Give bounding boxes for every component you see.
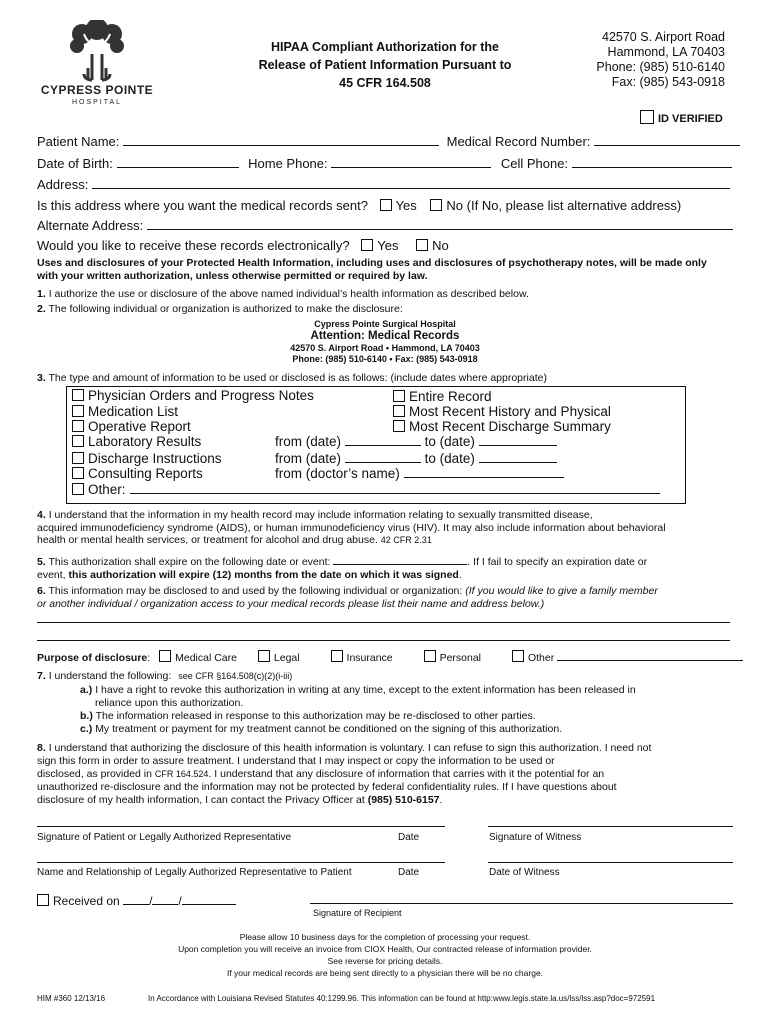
- purpose-legal-label: Legal: [273, 652, 300, 664]
- item-5: 5. This authorization shall expire on the following date or event: . If I fail to specify an expiration date or event, this authorization will expire (12) months from the date on which it was signed.: [37, 553, 647, 582]
- representative-name-label: Name and Relationship of Legally Authorized Representative to Patient: [37, 867, 352, 878]
- purpose-row: Purpose of disclosure: Medical Care Legal Insurance Personal Other: [37, 649, 743, 664]
- logo-subtitle: HOSPITAL: [71, 99, 123, 106]
- received-on-label: Received on: [53, 894, 120, 908]
- item-8-line-3b: . I understand that any disclosure of information that carries with it the potential for an: [208, 768, 605, 780]
- item-7a-line-2: reliance upon this authorization.: [95, 697, 244, 709]
- patient-name-field[interactable]: [123, 134, 439, 146]
- item-8-cfr: CFR 164.524: [154, 769, 209, 779]
- witness-date-line[interactable]: [488, 862, 733, 863]
- address-fax: Fax: (985) 543-0918: [611, 75, 725, 89]
- title-line-2: Release of Patient Information Pursuant to: [258, 58, 512, 72]
- electronic-yes-checkbox[interactable]: [361, 239, 373, 251]
- home-phone-field[interactable]: [331, 156, 491, 168]
- form-title: [230, 38, 540, 92]
- item-4: [37, 509, 666, 547]
- item-8-line-4: unauthorized re-disclosure and the information may not be protected by federal confidentiality rules. If I have questions about: [37, 781, 617, 793]
- id-verified-checkbox[interactable]: [640, 110, 654, 124]
- footer-note-1: Please allow 10 business days for the completion of processing your request.: [239, 932, 531, 942]
- other-field[interactable]: [130, 482, 660, 494]
- mrn-field[interactable]: [594, 134, 740, 146]
- doctor-name-field[interactable]: [404, 466, 564, 478]
- address-city: Hammond, LA 70403: [607, 45, 725, 59]
- mrn-label: Medical Record Number:: [446, 134, 591, 149]
- recipient-signature-label: Signature of Recipient: [313, 908, 402, 918]
- address-field[interactable]: [92, 177, 730, 189]
- expiration-field[interactable]: [333, 553, 467, 565]
- purpose-insurance-label: Insurance: [346, 652, 393, 664]
- item-4-line-2: acquired immunodeficiency syndrome (AIDS), or human immunodeficiency virus (HIV). It may also include information about behavioral: [37, 521, 666, 534]
- patient-signature-line[interactable]: [37, 826, 445, 827]
- item-8-line-1: I understand that authorizing the disclosure of this health information is voluntary. I can refuse to sign this authorization. I need not: [48, 742, 652, 754]
- date-label-2: Date: [398, 867, 420, 878]
- alt-address-field[interactable]: [147, 218, 733, 230]
- title-line-1: HIPAA Compliant Authorization for the: [271, 40, 499, 54]
- item-8-line-5a: disclosure of my health information, I can contact the Privacy Officer at: [37, 794, 365, 806]
- operative-report-checkbox[interactable]: [72, 420, 84, 432]
- option-recent-discharge: [393, 419, 611, 434]
- org-phone: Phone: (985) 510-6140 • Fax: (985) 543-0918: [292, 354, 478, 364]
- item-7-text: I understand the following:: [48, 670, 172, 682]
- item-8-line-3a: disclosed, as provided in: [37, 768, 152, 780]
- electronic-row: [37, 238, 449, 253]
- electronic-no-label: No: [432, 238, 449, 253]
- address-no-label: No (If No, please list alternative address): [446, 198, 682, 213]
- org-address: 42570 S. Airport Road • Hammond, LA 70403: [290, 343, 480, 353]
- form-id: HIM #360 12/13/16: [37, 994, 106, 1003]
- item-7b-label: b.): [80, 710, 93, 722]
- date-range-2: [275, 451, 557, 466]
- item-4-line-3: health or mental health services, or treatment for alcohol and drug abuse.: [37, 534, 378, 546]
- purpose-medical-checkbox[interactable]: [159, 650, 171, 662]
- item-5-number: 5.: [37, 556, 46, 568]
- org-attention: Attention: Medical Records: [310, 330, 460, 342]
- item-6-text-a: This information may be disclosed to and used by the following individual or organization:: [48, 585, 463, 597]
- item-5-text-c: event,: [37, 569, 66, 581]
- logo-wordmark: CYPRESS POINTE: [40, 83, 154, 97]
- hospital-address: [560, 30, 725, 90]
- footer-note-2: Upon completion you will receive an invoice from CIOX Health, Our contracted release of information provider.: [178, 944, 592, 954]
- option-consulting-reports: [72, 466, 203, 481]
- item-6-number: 6.: [37, 585, 46, 597]
- disclosing-organization: [200, 319, 570, 365]
- item-5-text-d: this authorization will expire (12) months from the date on which it was signed: [68, 569, 459, 581]
- received-on-row: Received on / /: [37, 893, 236, 908]
- to-date-field-2[interactable]: [479, 451, 557, 463]
- recipient-signature-line[interactable]: [310, 903, 733, 904]
- option-medication-list: [72, 404, 178, 419]
- address-no-checkbox[interactable]: [430, 199, 442, 211]
- uses-notice-line-2: with your written authorization, unless otherwise permitted or required by law.: [37, 270, 428, 282]
- item-7c-label: c.): [80, 723, 93, 735]
- from-doctor-label: from (doctor’s name): [275, 466, 400, 481]
- cell-phone-field[interactable]: [572, 156, 732, 168]
- patient-signature-label: Signature of Patient or Legally Authorized Representative: [37, 832, 292, 843]
- item-3-number: 3.: [37, 372, 46, 384]
- option-other: [72, 482, 660, 497]
- recipient-line-1[interactable]: [37, 622, 730, 623]
- item-4-cfr: 42 CFR 2.31: [380, 535, 432, 545]
- other-checkbox[interactable]: [72, 483, 84, 495]
- item-3-text: The type and amount of information to be used or disclosed is as follows: (include dates where appropriate): [48, 372, 547, 384]
- received-year-field[interactable]: [182, 893, 236, 905]
- from-date-field-2[interactable]: [345, 451, 421, 463]
- lab-results-label: Laboratory Results: [88, 434, 202, 449]
- electronic-yes-label: Yes: [377, 238, 399, 253]
- item-7-number: 7.: [37, 670, 46, 682]
- item-2: [37, 303, 403, 315]
- address-yes-checkbox[interactable]: [380, 199, 392, 211]
- option-physician-orders: [72, 388, 314, 403]
- consulting-reports-checkbox[interactable]: [72, 467, 84, 479]
- recent-discharge-checkbox[interactable]: [393, 420, 405, 432]
- item-5-text-a: This authorization shall expire on the following date or event:: [48, 556, 331, 568]
- dob-row: [37, 156, 732, 171]
- recipient-line-2[interactable]: [37, 640, 730, 641]
- purpose-legal-checkbox[interactable]: [258, 650, 270, 662]
- medication-list-checkbox[interactable]: [72, 405, 84, 417]
- id-verified: [640, 110, 723, 125]
- discharge-instructions-checkbox[interactable]: [72, 452, 84, 464]
- option-lab-results: [72, 434, 201, 449]
- purpose-personal-label: Personal: [439, 652, 482, 664]
- date-range-1: [275, 434, 557, 449]
- from-date-label-2: from (date): [275, 451, 342, 466]
- item-7: [37, 670, 292, 682]
- item-6: [37, 585, 658, 611]
- purpose-other-field[interactable]: [557, 649, 743, 661]
- item-4-number: 4.: [37, 509, 46, 521]
- address-question-row: [37, 198, 681, 213]
- item-3: [37, 372, 547, 384]
- item-1: [37, 288, 529, 300]
- alt-address-label: Alternate Address:: [37, 218, 144, 233]
- purpose-medical-label: Medical Care: [175, 652, 237, 664]
- lab-results-checkbox[interactable]: [72, 435, 84, 447]
- option-recent-history: [393, 404, 611, 419]
- received-day-field[interactable]: [152, 893, 178, 905]
- item-2-text: The following individual or organization is authorized to make the disclosure:: [48, 303, 403, 315]
- address-phone: Phone: (985) 510-6140: [596, 60, 725, 74]
- item-6-text-b: (If you would like to give a family member: [465, 585, 658, 597]
- to-date-field-1[interactable]: [479, 434, 557, 446]
- recent-history-label: Most Recent History and Physical: [409, 404, 611, 419]
- dob-field[interactable]: [117, 156, 239, 168]
- cell-phone-label: Cell Phone:: [500, 156, 569, 171]
- witness-signature-label: Signature of Witness: [489, 832, 582, 843]
- date-label-1: Date: [398, 832, 420, 843]
- option-discharge-instructions: [72, 451, 222, 466]
- recent-discharge-label: Most Recent Discharge Summary: [409, 419, 611, 434]
- item-8-line-2: sign this form in order to assure treatment. I understand that I may inspect or copy the information to be used or: [37, 755, 555, 767]
- from-date-field-1[interactable]: [345, 434, 421, 446]
- item-8-period: .: [439, 794, 443, 806]
- address-question: Is this address where you want the medical records sent?: [37, 198, 368, 213]
- item-7-list: [80, 684, 636, 736]
- other-label: Other:: [88, 482, 126, 497]
- item-6-text-c: or another individual / organization access to your medical records please list their name and address below.): [37, 598, 545, 610]
- item-8-number: 8.: [37, 742, 46, 754]
- option-operative-report: [72, 419, 191, 434]
- item-7b-text: The information released in response to this authorization may be re-disclosed to other parties.: [95, 710, 536, 722]
- uses-notice: [37, 257, 707, 283]
- option-entire-record: [393, 389, 492, 404]
- witness-signature-line[interactable]: [488, 826, 733, 827]
- hospital-logo: [62, 20, 132, 82]
- medication-list-label: Medication List: [88, 404, 179, 419]
- patient-name-row: [37, 134, 740, 149]
- item-1-text: I authorize the use or disclosure of the above named individual’s health information as described below.: [48, 288, 529, 300]
- title-line-3: 45 CFR 164.508: [339, 76, 431, 90]
- entire-record-label: Entire Record: [409, 389, 492, 404]
- home-phone-label: Home Phone:: [248, 156, 328, 171]
- statute-note: In Accordance with Louisiana Revised Statutes 40:1299.96. This information can be found at http:www.legis.state.la.us/lss/lss.asp?doc=972591: [148, 994, 656, 1003]
- witness-date-label: Date of Witness: [489, 867, 560, 878]
- alt-address-row: [37, 218, 733, 233]
- received-month-field[interactable]: [123, 893, 149, 905]
- from-date-label-1: from (date): [275, 434, 342, 449]
- uses-notice-line-1: Uses and disclosures of your Protected Health Information, including uses and disclosures of psychotherapy notes, will be made only: [37, 257, 707, 269]
- to-date-label-1: to (date): [424, 434, 475, 449]
- purpose-label: Purpose of disclosure: [37, 652, 148, 664]
- privacy-officer-phone: (985) 510-6157: [367, 794, 440, 806]
- physician-orders-label: Physician Orders and Progress Notes: [88, 388, 314, 403]
- address-street: 42570 S. Airport Road: [602, 30, 725, 44]
- electronic-question: Would you like to receive these records electronically?: [37, 238, 350, 253]
- item-2-number: 2.: [37, 303, 46, 315]
- item-7c-text: My treatment or payment for my treatment cannot be conditioned on the signing of this authorization.: [95, 723, 563, 735]
- address-row: [37, 177, 730, 192]
- recent-history-checkbox[interactable]: [393, 405, 405, 417]
- received-checkbox[interactable]: [37, 894, 49, 906]
- item-5-text-b: . If I fail to specify an expiration date or: [467, 556, 648, 568]
- footer-note-3: See reverse for pricing details.: [327, 956, 443, 966]
- item-7-cfr: see CFR §164.508(c)(2)(i-iii): [178, 671, 293, 681]
- item-1-number: 1.: [37, 288, 46, 300]
- purpose-insurance-checkbox[interactable]: [331, 650, 343, 662]
- operative-report-label: Operative Report: [88, 419, 191, 434]
- entire-record-checkbox[interactable]: [393, 390, 405, 402]
- item-7a-line-1: I have a right to revoke this authorization in writing at any time, except to the extent information has been released in: [95, 684, 636, 696]
- electronic-no-checkbox[interactable]: [416, 239, 428, 251]
- address-yes-label: Yes: [395, 198, 417, 213]
- footer-notes: [120, 931, 650, 979]
- tree-logo-icon: [62, 20, 132, 82]
- discharge-instructions-label: Discharge Instructions: [88, 451, 222, 466]
- doctor-row: [275, 466, 564, 481]
- footer-note-4: If your medical records are being sent directly to a physician there will be no charge.: [226, 968, 544, 978]
- patient-name-label: Patient Name:: [37, 134, 120, 149]
- purpose-personal-checkbox[interactable]: [424, 650, 436, 662]
- dob-label: Date of Birth:: [37, 156, 113, 171]
- purpose-other-checkbox[interactable]: [512, 650, 524, 662]
- to-date-label-2: to (date): [424, 451, 475, 466]
- purpose-other-label: Other: [527, 652, 555, 664]
- item-4-line-1: I understand that the information in my health record may include information relating to sexually transmitted disease,: [48, 509, 593, 521]
- consulting-reports-label: Consulting Reports: [88, 466, 203, 481]
- id-verified-label: ID VERIFIED: [658, 113, 723, 125]
- address-label: Address:: [37, 177, 89, 192]
- representative-name-line[interactable]: [37, 862, 445, 863]
- physician-orders-checkbox[interactable]: [72, 389, 84, 401]
- item-7a-label: a.): [80, 684, 93, 696]
- item-8: [37, 742, 651, 807]
- org-name: Cypress Pointe Surgical Hospital: [314, 319, 456, 329]
